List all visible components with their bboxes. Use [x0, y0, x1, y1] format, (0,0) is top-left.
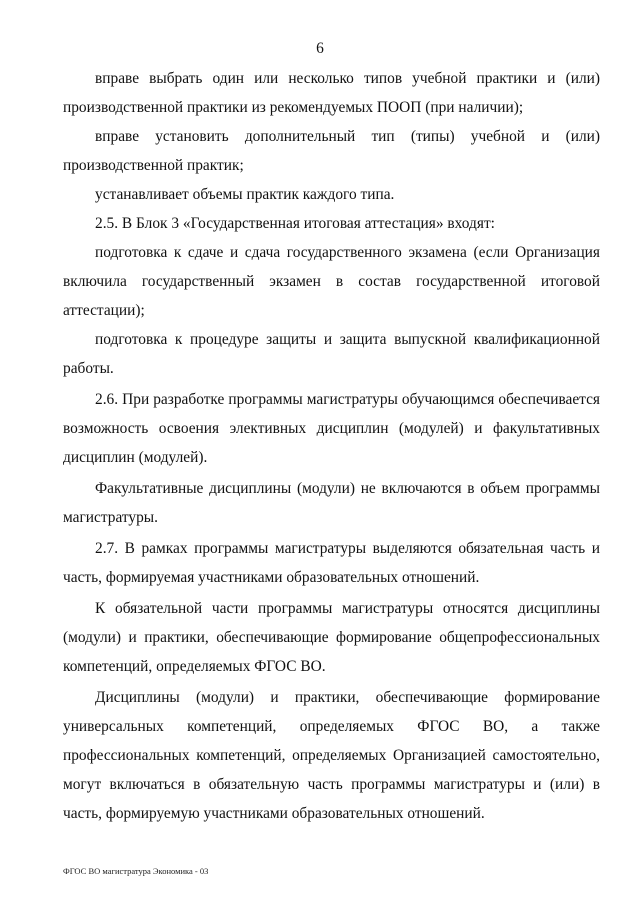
paragraph-mandatory-part: К обязательной части программы магистратуры относятся дисциплины (модули) и практики, обеспечивающие формирование общепрофессиональных компетенций, определяемых ФГОС ВО.	[63, 600, 600, 675]
paragraph-section-2-7: 2.7. В рамках программы магистратуры выделяются обязательная часть и часть, формируемая участниками образовательных отношений.	[63, 540, 600, 586]
paragraph-state-exam: подготовка к сдаче и сдача государственного экзамена (если Организация включила государственный экзамен в состав государственной итоговой аттестации);	[63, 244, 600, 319]
document-body	[63, 64, 600, 828]
page-footer: ФГОС ВО магистратура Экономика - 03	[63, 866, 209, 876]
paragraph-section-2-6: 2.6. При разработке программы магистратуры обучающимся обеспечивается возможность освоения элективных дисциплин (модулей) и факультативных дисциплин (модулей).	[63, 391, 600, 466]
paragraph-practice-volume: устанавливает объемы практик каждого типа.	[95, 186, 395, 203]
paragraph-practice-choice: вправе выбрать один или несколько типов учебной практики и (или) производственной практики из рекомендуемых ПООП (при наличии);	[63, 70, 600, 116]
paragraph-section-2-5: 2.5. В Блок 3 «Государственная итоговая аттестация» входят:	[95, 215, 495, 232]
paragraph-optional-disciplines: Факультативные дисциплины (модули) не включаются в объем программы магистратуры.	[63, 480, 600, 526]
page-number: 6	[316, 40, 324, 57]
paragraph-thesis-defense: подготовка к процедуре защиты и защита выпускной квалификационной работы.	[63, 331, 600, 377]
paragraph-universal-competencies: Дисциплины (модули) и практики, обеспечивающие формирование универсальных компетенций, определяемых ФГОС ВО, а также профессиональных компетенций, определяемых Организацией самостоятельно, могут включаться в обязательную часть программы магистратуры и (или) в часть, формируемую участниками образовательных отношений.	[63, 689, 600, 822]
paragraph-practice-type: вправе установить дополнительный тип (типы) учебной и (или) производственной практик;	[63, 128, 600, 174]
